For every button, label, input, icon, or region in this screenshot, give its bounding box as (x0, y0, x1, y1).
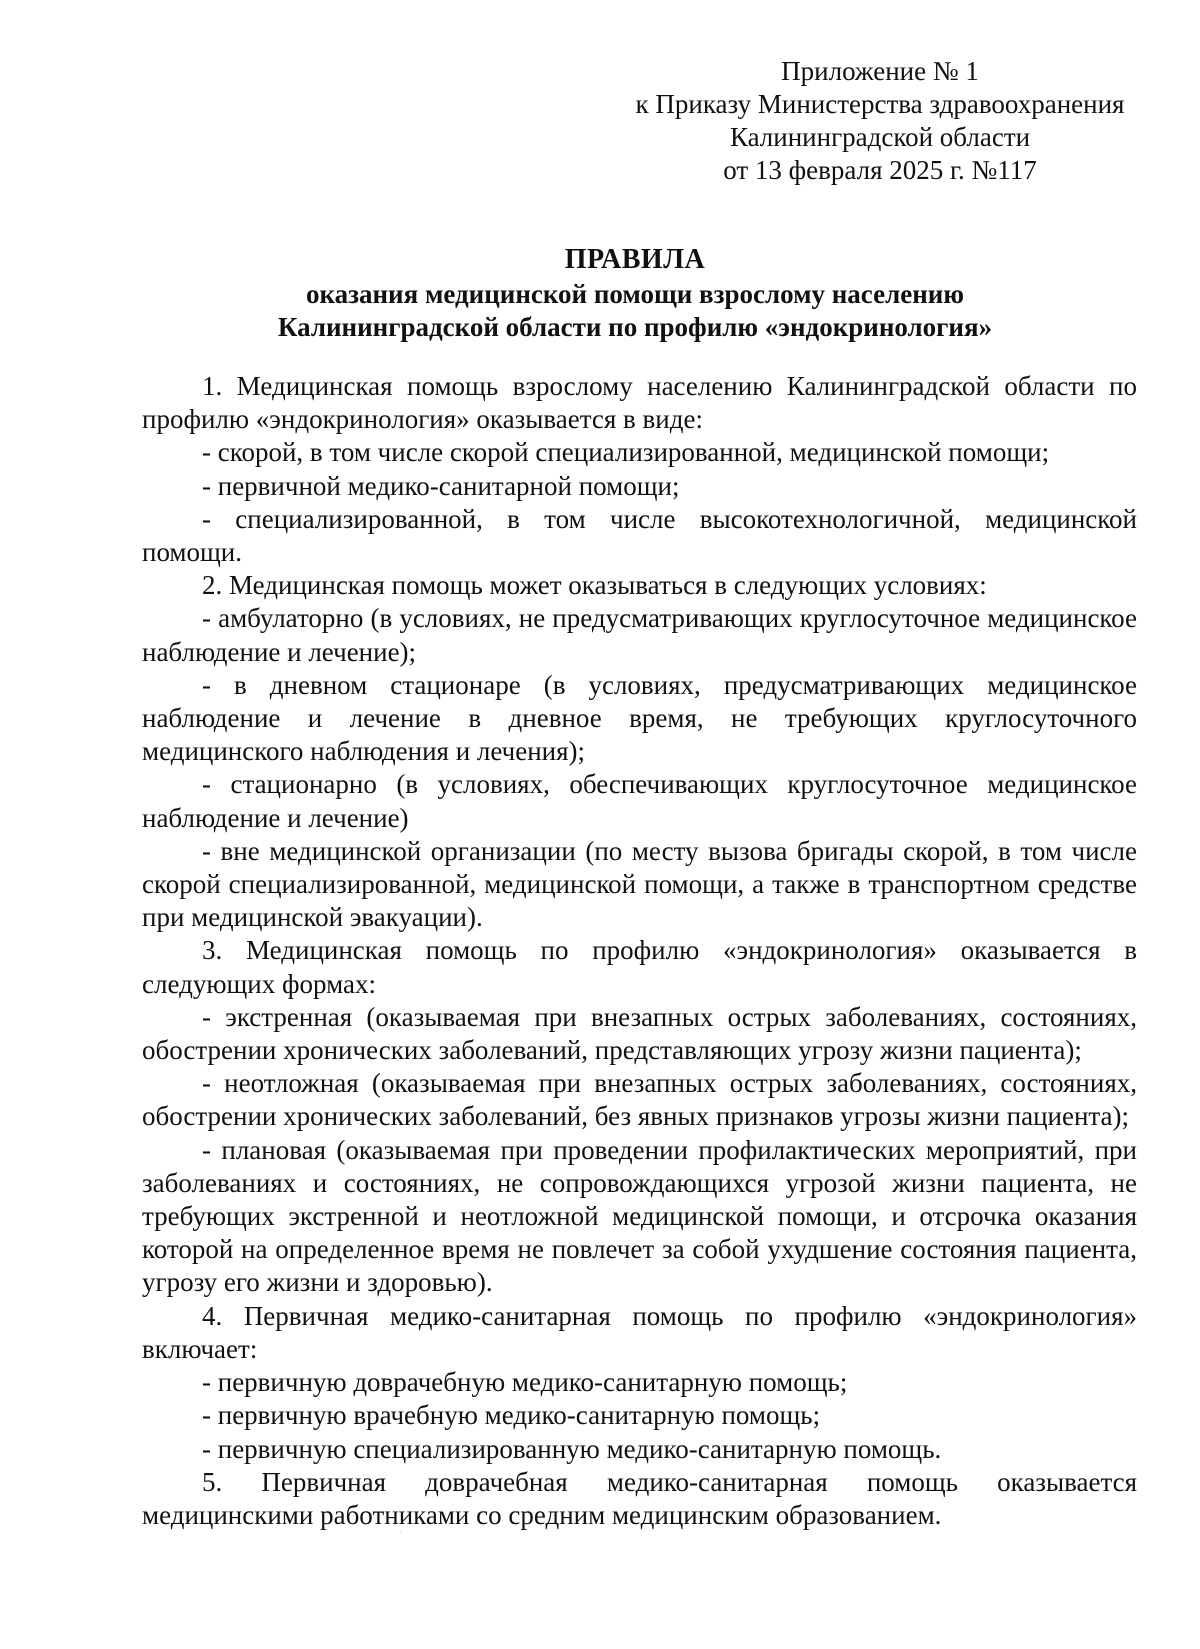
paragraph-1: 1. Медицинская помощь взрослому населению Калининградской области по профилю «эндокринология» оказывается в виде: (142, 371, 1137, 435)
paragraph-3-item-1: - экстренная (оказываемая при внезапных острых заболеваниях, состояниях, обострении хронических заболеваний, представляющих угрозу жизни пациента); (142, 1001, 1137, 1066)
paragraph-4-item-2: - первичную врачебную медико-санитарную помощь; (202, 1400, 821, 1431)
title-subtitle-line-1: оказания медицинской помощи взрослому населению (306, 279, 964, 309)
paragraph-2-item-1: - амбулаторно (в условиях, не предусматривающих круглосуточное медицинское наблюдение и лечение); (142, 603, 1137, 667)
title-subtitle-line-2: Калининградской области по профилю «эндокринология» (277, 312, 993, 342)
appendix-region: Калининградской области (729, 122, 1031, 152)
paragraph-4-item-3: - первичную специализированную медико-санитарную помощь. (202, 1433, 942, 1464)
paragraph-1-item-3: - специализированной, в том числе высокотехнологичной, медицинской помощи. (142, 503, 1137, 568)
document-title (100, 242, 1170, 344)
paragraph-1-item-1: - скорой, в том числе скорой специализированной, медицинской помощи; (202, 437, 1050, 468)
paragraph-2: 2. Медицинская помощь может оказываться в следующих условиях: (202, 570, 987, 601)
paragraph-2-item-4: - вне медицинской организации (по месту вызова бригады скорой, в том числе скорой специализированной, медицинской помощи, а также в транспортном средстве при медицинской эвакуации). (142, 835, 1137, 933)
paragraph-2-item-3: - стационарно (в условиях, обеспечивающих круглосуточное медицинское наблюдение и лечение) (142, 769, 1137, 833)
paragraph-3-item-3: - плановая (оказываемая при проведении профилактических мероприятий, при заболеваниях и состояниях, не сопровождающихся угрозой жизни пациента, не требующих экстренной и неотложной медицинской помощи, и отсрочка оказания которой на определенное время не повлечет за собой ухудшение состояния пациента, угрозу его жизни и здоровью). (142, 1134, 1137, 1298)
appendix-number: Приложение № 1 (781, 56, 979, 86)
paragraph-4: 4. Первичная медико-санитарная помощь по профилю «эндокринология» включает: (142, 1300, 1137, 1364)
document-body (142, 370, 1137, 1532)
paragraph-1-item-2: - первичной медико-санитарной помощи; (202, 470, 680, 501)
paragraph-3: 3. Медицинская помощь по профилю «эндокринология» оказывается в следующих формах: (142, 935, 1137, 999)
paragraph-4-item-1: - первичную доврачебную медико-санитарную помощь; (202, 1367, 848, 1398)
paragraph-2-item-2: - в дневном стационаре (в условиях, предусматривающих медицинское наблюдение и лечение в дневное время, не требующих круглосуточного медицинского наблюдения и лечения); (142, 669, 1137, 767)
paragraph-3-item-2: - неотложная (оказываемая при внезапных острых заболеваниях, состояниях, обострении хронических заболеваний, без явных признаков угрозы жизни пациента); (142, 1068, 1137, 1132)
appendix-header (600, 55, 1160, 187)
appendix-order-ref: к Приказу Министерства здравоохранения (635, 89, 1125, 119)
scan-speck (400, 1531, 401, 1532)
title-main: ПРАВИЛА (564, 244, 706, 275)
appendix-date: от 13 февраля 2025 г. №117 (723, 155, 1037, 185)
paragraph-5: 5. Первичная доврачебная медико-санитарная помощь оказывается медицинскими работниками со средним медицинским образованием. (142, 1466, 1137, 1530)
